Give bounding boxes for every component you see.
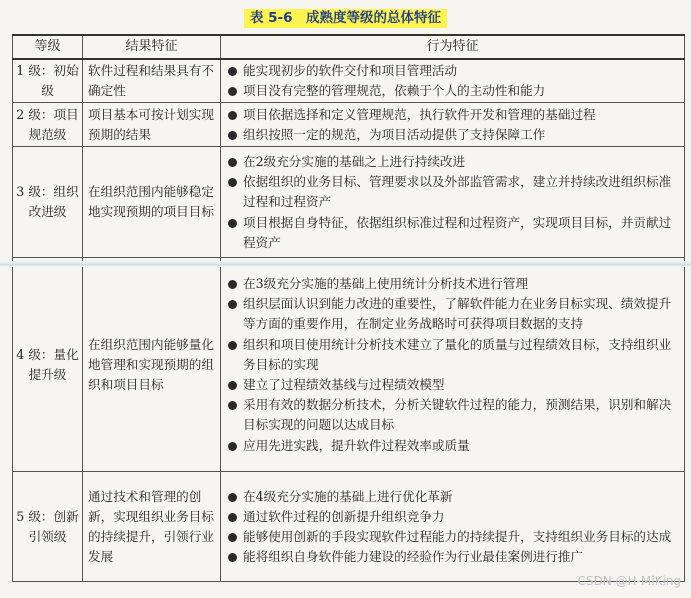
maturity-table	[12, 34, 685, 582]
level-cell: 4 级：量化提升级	[13, 258, 83, 472]
behavior-cell	[221, 59, 685, 103]
table-row	[13, 258, 685, 472]
result-cell: 项目基本可按计划实现预期的结果	[83, 103, 221, 147]
behavior-cell	[221, 147, 685, 258]
behavior-item: 在2级充分实施的基础之上进行持续改进	[227, 152, 680, 172]
behavior-item: 项目根据自身特征，依据组织标准过程和过程资产，实现项目目标，并贡献过程资产	[227, 213, 680, 253]
table-caption	[0, 6, 691, 26]
result-cell: 在组织范围内能够稳定地实现预期的项目目标	[83, 147, 221, 258]
behavior-item: 能够使用创新的手段实现软件过程能力的持续提升，支持组织业务目标的达成	[227, 527, 680, 547]
behavior-item: 项目依据选择和定义管理规范，执行软件开发和管理的基础过程	[227, 105, 680, 125]
table-row	[13, 103, 685, 147]
behavior-item: 采用有效的数据分析技术，分析关键软件过程的能力，预测结果，识别和解决目标实现的问题以达成目标	[227, 395, 680, 435]
behavior-item: 组织层面认识到能力改进的重要性，了解软件能力在业务目标实现、绩效提升等方面的重要作用，在制定业务战略时可获得项目数据的支持	[227, 294, 680, 334]
behavior-item: 项目没有完整的管理规范，依赖于个人的主动性和能力	[227, 81, 680, 101]
table-header-row	[13, 35, 685, 59]
table-row	[13, 59, 685, 103]
behavior-item: 在4级充分实施的基础上进行优化革新	[227, 487, 680, 507]
header-level: 等级	[13, 35, 83, 59]
result-cell: 在组织范围内能够量化地管理和实现预期的组织和项目目标	[83, 258, 221, 472]
behavior-item: 能将组织自身软件能力建设的经验作为行业最佳案例进行推广	[227, 547, 680, 567]
header-result: 结果特征	[83, 35, 221, 59]
header-behavior: 行为特征	[221, 35, 685, 59]
table-caption-text: 表 5-6 成熟度等级的总体特征	[244, 9, 447, 28]
behavior-item: 组织和项目使用统计分析技术建立了量化的质量与过程绩效目标，支持组织业务目标的实现	[227, 335, 680, 375]
behavior-item: 应用先进实践，提升软件过程效率或质量	[227, 436, 680, 456]
result-cell: 通过技术和管理的创新，实现组织业务目标的持续提升，引领行业发展	[83, 472, 221, 582]
table-row	[13, 147, 685, 258]
result-cell: 软件过程和结果具有不确定性	[83, 59, 221, 103]
behavior-item: 依据组织的业务目标、管理要求以及外部监管需求，建立并持续改进组织标准过程和过程资产	[227, 172, 680, 212]
behavior-cell	[221, 103, 685, 147]
behavior-cell	[221, 472, 685, 582]
behavior-item: 通过软件过程的创新提升组织竞争力	[227, 507, 680, 527]
behavior-item: 组织按照一定的规范，为项目活动提供了支持保障工作	[227, 125, 680, 145]
behavior-item: 能实现初步的软件交付和项目管理活动	[227, 61, 680, 81]
level-cell: 2 级：项目规范级	[13, 103, 83, 147]
behavior-cell	[221, 258, 685, 472]
behavior-item: 建立了过程绩效基线与过程绩效模型	[227, 375, 680, 395]
table-row	[13, 472, 685, 582]
level-cell: 3 级：组织改进级	[13, 147, 83, 258]
behavior-item: 在3级充分实施的基础上使用统计分析技术进行管理	[227, 274, 680, 294]
level-cell: 1 级：初始级	[13, 59, 83, 103]
watermark: CSDN @H-MiKing	[577, 574, 681, 588]
level-cell: 5 级：创新引领级	[13, 472, 83, 582]
